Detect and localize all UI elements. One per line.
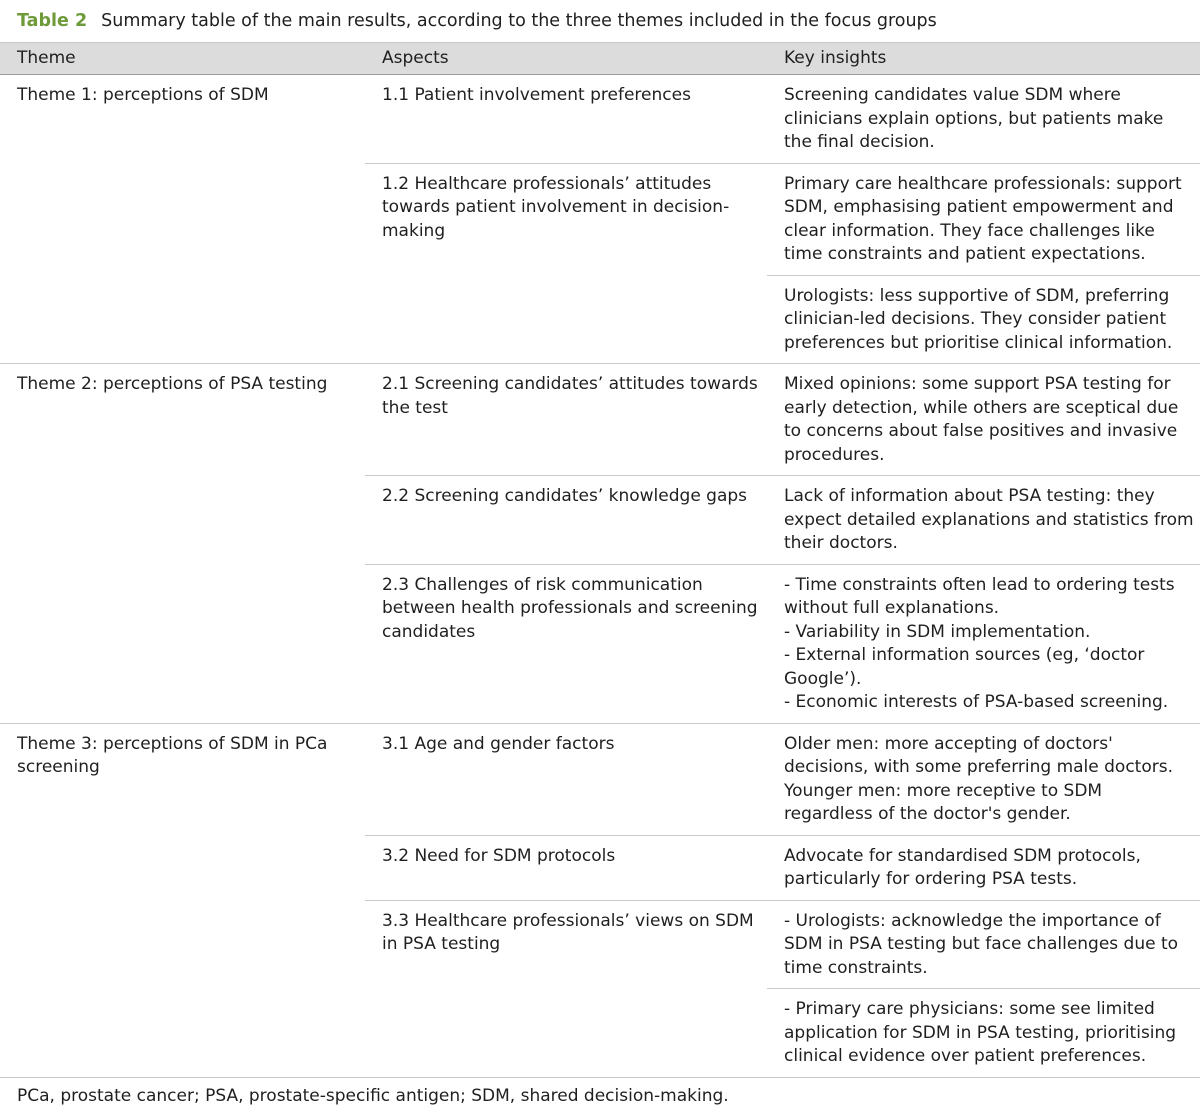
aspect-label: 2.2 Screening candidates’ knowledge gaps bbox=[382, 486, 748, 506]
aspect-label: 2.1 Screening candidates’ attitudes towards the test bbox=[382, 374, 758, 418]
table-header-row bbox=[0, 43, 1200, 75]
aspect-label: 1.1 Patient involvement preferences bbox=[382, 85, 691, 105]
insight-cell bbox=[767, 723, 1200, 835]
aspect-cell bbox=[365, 723, 767, 835]
insight-cell bbox=[767, 564, 1200, 723]
aspect-label: 3.1 Age and gender factors bbox=[382, 733, 615, 754]
aspect-label: 1.2 Healthcare professionals’ attitudes towards patient involvement in decision-making bbox=[382, 173, 730, 241]
insight-cell bbox=[767, 275, 1200, 364]
aspect-label: 3.3 Healthcare professionals’ views on SDM in PSA testing bbox=[382, 910, 754, 954]
insight-text: - Time constraints often lead to ordering tests without full explanations. - Variability in SDM implementation. - External information sources (eg, ‘doctor Google’). - Economic interests of PSA-based screening. bbox=[784, 574, 1175, 712]
insight-text: Older men: more accepting of doctors' decisions, with some preferring male doctors. Younger men: more receptive to SDM regardless of the doctor's gender. bbox=[784, 733, 1173, 824]
insight-cell bbox=[767, 75, 1200, 164]
aspect-cell bbox=[365, 564, 767, 723]
theme-cell bbox=[0, 364, 365, 724]
table-row bbox=[0, 364, 1200, 476]
insight-text: Primary care healthcare professionals: support SDM, emphasising patient empowerment and clear information. They face challenges like time constraints and patient expectations. bbox=[784, 173, 1182, 264]
aspect-cell bbox=[365, 476, 767, 565]
table-row bbox=[0, 723, 1200, 835]
theme-cell bbox=[0, 75, 365, 364]
insight-cell bbox=[767, 989, 1200, 1077]
table-body bbox=[0, 75, 1200, 1077]
insight-text: Mixed opinions: some support PSA testing for early detection, while others are sceptical due to concerns about false positives and invasive procedures. bbox=[784, 374, 1179, 465]
insight-text: Lack of information about PSA testing: they expect detailed explanations and statistics from their doctors. bbox=[784, 486, 1194, 553]
column-header-aspects: Aspects bbox=[365, 43, 767, 75]
insight-cell bbox=[767, 364, 1200, 476]
insight-text: - Urologists: acknowledge the importance of SDM in PSA testing but face challenges due to time constraints. bbox=[784, 910, 1179, 978]
theme-label: Theme 2: perceptions of PSA testing bbox=[17, 374, 328, 394]
table-number: Table 2 bbox=[17, 11, 88, 31]
table-caption-text: Summary table of the main results, according to the three themes included in the focus groups bbox=[101, 11, 937, 31]
insight-text: Urologists: less supportive of SDM, preferring clinician-led decisions. They consider patient preferences but prioritise clinical information. bbox=[784, 285, 1173, 353]
results-table bbox=[0, 43, 1200, 1077]
table-caption bbox=[0, 0, 1200, 43]
insight-text: Screening candidates value SDM where clinicians explain options, but patients make the final decision. bbox=[784, 85, 1164, 152]
theme-label: Theme 1: perceptions of SDM bbox=[17, 85, 269, 105]
aspect-cell bbox=[365, 900, 767, 1077]
table-footnote: PCa, prostate cancer; PSA, prostate-specific antigen; SDM, shared decision-making. bbox=[0, 1077, 1200, 1115]
column-header-theme: Theme bbox=[0, 43, 365, 75]
aspect-cell bbox=[365, 75, 767, 164]
insight-cell bbox=[767, 835, 1200, 900]
aspect-cell bbox=[365, 364, 767, 476]
insight-text: - Primary care physicians: some see limited application for SDM in PSA testing, prioritising clinical evidence over patient preferences. bbox=[784, 999, 1177, 1066]
theme-label: Theme 3: perceptions of SDM in PCa screening bbox=[17, 733, 328, 777]
insight-cell bbox=[767, 900, 1200, 989]
column-header-key-insights: Key insights bbox=[767, 43, 1200, 75]
insight-cell bbox=[767, 163, 1200, 275]
aspect-label: 2.3 Challenges of risk communication between health professionals and screening candidates bbox=[382, 574, 758, 642]
insight-text: Advocate for standardised SDM protocols, particularly for ordering PSA tests. bbox=[784, 845, 1141, 889]
theme-cell bbox=[0, 723, 365, 1077]
table-row bbox=[0, 75, 1200, 164]
aspect-cell bbox=[365, 163, 767, 364]
aspect-label: 3.2 Need for SDM protocols bbox=[382, 845, 616, 866]
aspect-cell bbox=[365, 835, 767, 900]
insight-cell bbox=[767, 476, 1200, 565]
